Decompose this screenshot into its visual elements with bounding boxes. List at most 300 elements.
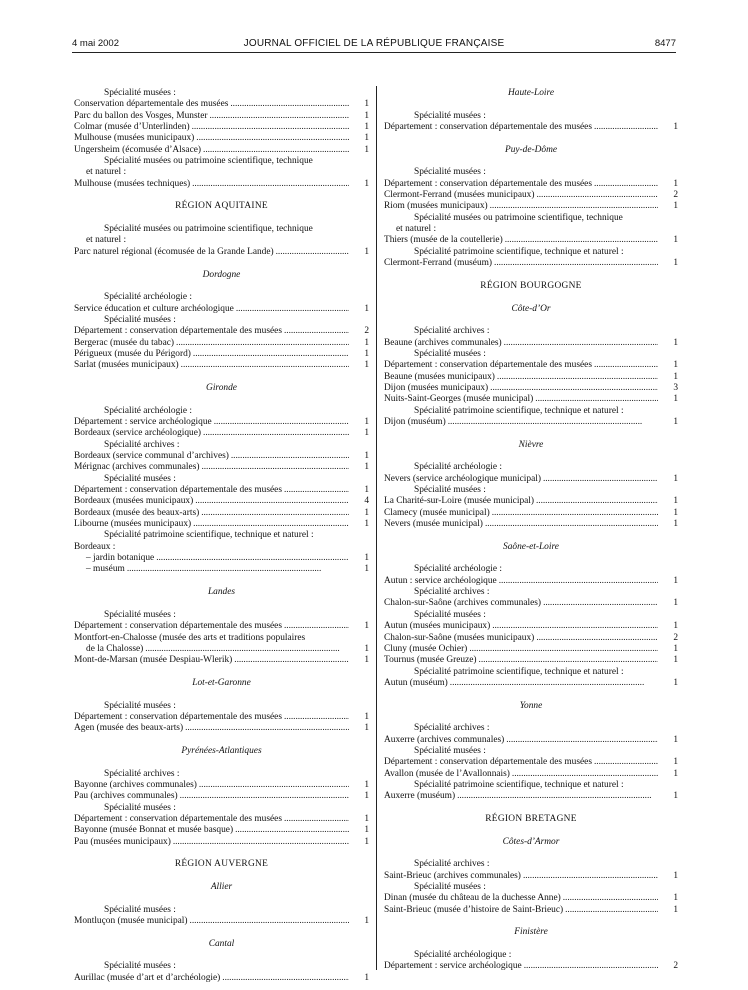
entry-count: 1 — [673, 575, 678, 586]
dot-leader — [448, 417, 658, 428]
entry-count: 1 — [673, 677, 678, 688]
specialty-heading: Spécialité musées : — [104, 88, 176, 98]
list-item — [384, 893, 678, 904]
list-item — [384, 791, 678, 802]
dot-leader — [494, 258, 658, 269]
specialty-heading: Spécialité archives : — [414, 723, 490, 734]
entry-label: Bordeaux (service archéologique) — [74, 428, 202, 439]
entry-label: Département : conservation départementale des musées — [74, 326, 282, 337]
specialty-heading: Spécialité musées ou patrimoine scientifique, technique — [104, 224, 313, 235]
specialty-heading: Spécialité musées : — [414, 745, 486, 756]
page-header — [72, 38, 676, 53]
entry-count: 1 — [673, 394, 678, 405]
entry-count: 1 — [364, 144, 369, 155]
entry-count: 1 — [364, 814, 369, 824]
specialty-heading: Spécialité patrimoine scientifique, technique et naturel : — [414, 405, 624, 416]
entry-label: Aurillac (musée d’art et d’archéologie) — [74, 972, 221, 983]
list-item — [74, 349, 369, 360]
specialty-heading: Spécialité musées : — [104, 473, 176, 484]
specialty-heading: Spécialité musées ou patrimoine scientifique, technique — [414, 212, 623, 223]
specialty-heading: Spécialité musées : — [104, 700, 176, 711]
dot-leader — [192, 122, 349, 133]
specialty-heading-continuation: et naturel : — [396, 224, 437, 235]
spacer — [74, 281, 369, 292]
dot-leader — [524, 961, 658, 972]
entry-label: Mulhouse (musées techniques) — [74, 178, 191, 189]
list-item — [74, 133, 369, 144]
entry-count: 1 — [364, 972, 369, 983]
list-item — [74, 519, 369, 530]
dot-leader — [203, 145, 349, 156]
list-item — [384, 871, 678, 882]
dot-leader — [201, 508, 349, 519]
spacer — [384, 689, 678, 700]
journal-title: JOURNAL OFFICIEL DE LA RÉPUBLIQUE FRANÇAISE — [243, 38, 505, 49]
entry-count: 1 — [673, 655, 678, 666]
department-heading: Saône-et-Loire — [503, 541, 559, 552]
spacer — [384, 99, 678, 110]
list-item — [384, 417, 678, 428]
entry-count: 1 — [364, 416, 369, 427]
department-heading: Cantal — [208, 938, 235, 949]
entry-label: Thiers (musée de la coutellerie) — [384, 235, 503, 246]
dot-leader — [210, 111, 350, 122]
list-item — [384, 655, 678, 666]
list-item — [74, 553, 369, 564]
dot-leader — [185, 723, 349, 734]
page-number: 8477 — [654, 38, 676, 49]
entry-count: 1 — [364, 779, 369, 790]
entry-label: Agen (musée des beaux-arts) — [74, 723, 184, 734]
specialty-heading: Spécialité archéologie : — [104, 405, 192, 416]
spacer — [384, 270, 678, 281]
entry-label: Cluny (musée Ochier) — [384, 643, 468, 654]
specialty-heading: Spécialité musées : — [104, 609, 176, 620]
list-item — [74, 712, 369, 723]
list-item — [74, 621, 369, 632]
specialty-heading: Spécialité musées : — [104, 802, 176, 813]
entry-label: Mont-de-Marsan (musée Despiau-Wlerik) — [74, 655, 233, 666]
entry-count: 1 — [364, 133, 369, 144]
entry-label: Saint-Brieuc (archives communales) — [384, 870, 521, 881]
entry-count: 1 — [673, 893, 678, 904]
left-column — [74, 88, 369, 984]
entry-count: 1 — [364, 122, 369, 133]
region-heading: RÉGION BOURGOGNE — [480, 280, 582, 291]
entry-count: 1 — [364, 916, 369, 927]
specialty-heading: Spécialité archéologie : — [104, 292, 192, 303]
entry-count: 1 — [673, 519, 678, 530]
specialty-heading-continuation: et naturel : — [86, 167, 127, 178]
list-item — [74, 247, 369, 258]
entry-label: Nevers (musée municipal) — [384, 519, 483, 530]
department-heading: Yonne — [519, 700, 543, 711]
specialty-heading: Spécialité musées : — [104, 961, 176, 972]
dot-leader — [176, 338, 349, 349]
entry-label: Dinan (musée du château de la duchesse Anne) — [384, 893, 561, 904]
spacer — [384, 428, 678, 439]
entry-count: 1 — [364, 246, 369, 257]
list-item — [384, 235, 678, 246]
department-heading: Finistère — [514, 927, 548, 938]
entry-count: 1 — [673, 122, 678, 133]
spacer — [74, 848, 369, 859]
list-item — [74, 145, 369, 156]
entry-label: Périgueux (musée du Périgord) — [74, 348, 191, 359]
spacer — [74, 927, 369, 938]
dot-leader — [235, 825, 349, 836]
entry-count: 1 — [364, 723, 369, 734]
entry-count: 1 — [364, 462, 369, 473]
list-item — [384, 905, 678, 916]
entry-label: Département : conservation départementale des musées — [384, 178, 592, 189]
spacer — [384, 451, 678, 462]
specialty-heading: Spécialité musées : — [414, 609, 486, 620]
entry-count: 1 — [364, 564, 369, 575]
list-item — [384, 519, 678, 530]
department-heading: Puy-de-Dôme — [504, 144, 558, 155]
list-item — [384, 576, 678, 587]
spacer — [74, 394, 369, 405]
spacer — [74, 576, 369, 587]
entry-count: 1 — [673, 791, 678, 802]
entry-label: Mérignac (archives communales) — [74, 462, 200, 473]
entry-count: 1 — [673, 258, 678, 269]
dot-leader — [181, 360, 349, 371]
list-item — [74, 451, 369, 462]
spacer — [384, 939, 678, 950]
entry-count: 1 — [364, 451, 369, 461]
entry-label: Avallon (musée de l’Avallonnais) — [384, 768, 510, 779]
list-item — [74, 780, 369, 791]
list-item — [74, 814, 369, 825]
entry-count: 1 — [364, 99, 369, 110]
dot-leader — [236, 304, 349, 315]
spacer — [74, 735, 369, 746]
spacer — [74, 598, 369, 609]
region-heading: RÉGION AQUITAINE — [175, 201, 268, 212]
dot-leader — [145, 644, 349, 655]
entry-label: Chalon-sur-Saône (musées municipaux) — [384, 632, 535, 643]
specialty-heading: Spécialité patrimoine scientifique, technique et naturel : — [414, 246, 624, 257]
entry-label: Beaune (musées municipaux) — [384, 371, 495, 382]
list-item — [384, 383, 678, 394]
dot-leader — [284, 621, 349, 632]
entry-label: Département : conservation départementale des musées — [74, 621, 282, 632]
entry-count: 1 — [673, 507, 678, 518]
list-item — [74, 360, 369, 371]
dot-leader — [284, 326, 349, 337]
list-item — [384, 394, 678, 405]
entry-label: Sarlat (musées municipaux) — [74, 360, 179, 371]
region-heading: RÉGION AUVERGNE — [174, 859, 269, 870]
list-item — [384, 474, 678, 485]
dot-leader — [190, 916, 349, 927]
entry-count: 3 — [673, 382, 678, 393]
dot-leader — [234, 655, 349, 666]
dot-leader — [231, 451, 349, 462]
list-item — [74, 122, 369, 133]
entry-label: Montluçon (musée municipal) — [74, 916, 188, 927]
dot-leader — [276, 247, 349, 258]
entry-label: Auxerre (archives communales) — [384, 734, 505, 745]
entry-label: Dijon (muséum) — [384, 416, 446, 427]
list-item — [384, 338, 678, 349]
dot-leader — [469, 644, 658, 655]
entry-count: 2 — [364, 326, 369, 337]
entry-label: Saint-Brieuc (musée d’histoire de Saint-Brieuc) — [384, 904, 564, 915]
specialty-heading: Spécialité musées : — [414, 882, 486, 893]
dot-leader — [492, 621, 658, 632]
spacer — [74, 689, 369, 700]
list-item — [74, 304, 369, 315]
entry-count: 1 — [364, 110, 369, 121]
spacer — [384, 133, 678, 144]
list-item — [74, 417, 369, 428]
entry-count: 1 — [364, 337, 369, 348]
list-item — [74, 644, 369, 655]
entry-count: 1 — [673, 178, 678, 189]
list-item — [74, 99, 369, 110]
dot-leader — [565, 905, 658, 916]
entry-label: Clamecy (musée municipal) — [384, 507, 490, 518]
dot-leader — [230, 99, 349, 110]
list-item — [384, 678, 678, 689]
specialty-heading: Spécialité archives : — [414, 326, 490, 337]
dot-leader — [284, 814, 349, 825]
spacer — [74, 893, 369, 904]
entry-label: Clermont-Ferrand (musées municipaux) — [384, 190, 535, 201]
spacer — [74, 757, 369, 768]
list-item — [74, 825, 369, 836]
specialty-heading: Spécialité patrimoine scientifique, technique et naturel : — [414, 779, 624, 790]
entry-count: 1 — [364, 303, 369, 314]
spacer — [74, 950, 369, 961]
list-item — [384, 598, 678, 609]
spacer — [384, 916, 678, 927]
entry-count: 1 — [673, 235, 678, 246]
specialty-heading: Spécialité patrimoine scientifique, technique et naturel : — [104, 530, 314, 541]
list-item — [74, 837, 369, 848]
list-item — [384, 621, 678, 632]
column-divider — [376, 86, 377, 970]
dot-leader — [196, 133, 349, 144]
entry-label: de la Chalosse) — [86, 643, 144, 654]
entry-count: 1 — [364, 553, 369, 564]
dot-leader — [594, 757, 658, 768]
department-heading: Nièvre — [518, 439, 544, 450]
entry-label: Chalon-sur-Saône (archives communales) — [384, 598, 542, 609]
entry-label: Colmar (musée d’Unterlinden) — [74, 122, 190, 133]
list-item — [74, 916, 369, 927]
dot-leader — [490, 383, 658, 394]
dot-leader — [536, 496, 658, 507]
dot-leader — [563, 893, 658, 904]
entry-count: 1 — [364, 360, 369, 371]
specialty-heading: Spécialité archives : — [104, 768, 180, 779]
entry-label: Bayonne (archives communales) — [74, 779, 197, 790]
department-heading: Landes — [207, 587, 236, 598]
entry-label: Département : conservation départementale des musées — [74, 814, 282, 824]
dot-leader — [594, 179, 658, 190]
entry-count: 1 — [673, 643, 678, 654]
department-heading: Allier — [210, 882, 233, 893]
department-heading: Haute-Loire — [507, 88, 554, 98]
dot-leader — [222, 973, 349, 984]
entry-count: 1 — [364, 643, 369, 654]
entry-count: 1 — [673, 768, 678, 779]
dot-leader — [523, 871, 658, 882]
dot-leader — [499, 576, 658, 587]
entry-count: 1 — [364, 428, 369, 439]
specialty-heading: Spécialité musées : — [104, 314, 176, 325]
entry-label: Libourne (musées municipaux) — [74, 519, 192, 530]
specialty-heading: Spécialité archéologie : — [414, 564, 502, 575]
list-item — [384, 122, 678, 133]
spacer — [74, 667, 369, 678]
list-item — [384, 961, 678, 972]
entry-label: Autun (musées municipaux) — [384, 621, 491, 632]
specialty-heading: Spécialité archives : — [414, 859, 490, 870]
entry-label: Tournus (musée Greuze) — [384, 655, 477, 666]
dot-leader — [180, 791, 349, 802]
dot-leader — [173, 837, 349, 848]
list-item — [384, 360, 678, 371]
entry-label: Département : conservation départementale des musées — [384, 360, 592, 371]
entry-label: Clermont-Ferrand (muséum) — [384, 258, 493, 269]
entry-label: – muséum — [86, 564, 125, 575]
entry-label: Conservation départementale des musées — [74, 99, 229, 110]
dot-leader — [214, 417, 349, 428]
specialty-heading: Spécialité musées ou patrimoine scientifique, technique — [104, 156, 313, 167]
entry-label: Nuits-Saint-Georges (musée municipal) — [384, 394, 534, 405]
specialty-heading: Spécialité musées : — [104, 904, 176, 915]
list-item — [384, 258, 678, 269]
dot-leader — [535, 394, 658, 405]
spacer — [384, 315, 678, 326]
entry-text: Bordeaux : — [74, 541, 116, 552]
dot-leader — [193, 349, 349, 360]
dot-leader — [504, 338, 658, 349]
dot-leader — [192, 179, 349, 190]
entry-count: 2 — [673, 190, 678, 201]
spacer — [74, 871, 369, 882]
spacer — [74, 213, 369, 224]
entry-label: Pau (archives communales) — [74, 791, 178, 802]
dot-leader — [284, 712, 349, 723]
entry-text: Montfort-en-Chalosse (musée des arts et traditions populaires — [74, 632, 306, 643]
dot-leader — [536, 633, 658, 644]
list-item — [74, 564, 369, 575]
entry-label: Bordeaux (service communal d’archives) — [74, 451, 229, 461]
list-item — [384, 757, 678, 768]
list-item — [384, 769, 678, 780]
department-heading: Côte-d’Or — [511, 303, 551, 314]
spacer — [74, 258, 369, 269]
list-item — [74, 338, 369, 349]
entry-count: 1 — [364, 519, 369, 530]
spacer — [384, 156, 678, 167]
list-item — [74, 485, 369, 496]
list-item — [74, 508, 369, 519]
list-item — [74, 111, 369, 122]
list-item — [384, 190, 678, 201]
spacer — [384, 848, 678, 859]
spacer — [384, 553, 678, 564]
list-item — [384, 735, 678, 746]
department-heading: Pyrénées-Atlantiques — [181, 745, 262, 756]
entry-label: La Charité-sur-Loire (musée municipal) — [384, 496, 535, 507]
entry-count: 2 — [673, 961, 678, 972]
entry-label: Mulhouse (musées municipaux) — [74, 133, 195, 144]
entry-count: 1 — [673, 734, 678, 745]
dot-leader — [203, 428, 349, 439]
specialty-heading: Spécialité musées : — [414, 348, 486, 359]
dot-leader — [450, 678, 658, 689]
entry-count: 1 — [673, 870, 678, 881]
list-item — [384, 201, 678, 212]
dot-leader — [506, 735, 658, 746]
entry-count: 1 — [673, 496, 678, 507]
dot-leader — [479, 655, 658, 666]
spacer — [384, 825, 678, 836]
list-item — [74, 326, 369, 337]
entry-label: Département : conservation départementale des musées — [384, 122, 592, 133]
entry-label: Nevers (service archéologique municipal) — [384, 473, 541, 484]
entry-count: 1 — [673, 904, 678, 915]
dot-leader — [505, 235, 658, 246]
entry-label: Département : service archéologique — [74, 416, 212, 427]
entry-count: 1 — [673, 473, 678, 484]
list-item — [74, 723, 369, 734]
issue-date: 4 mai 2002 — [72, 38, 120, 49]
entry-label: Ungersheim (écomusée d’Alsace) — [74, 144, 202, 155]
specialty-heading: Spécialité musées : — [414, 485, 486, 496]
list-item — [384, 179, 678, 190]
right-column — [384, 88, 678, 973]
entry-count: 1 — [673, 371, 678, 382]
entry-count: 1 — [673, 416, 678, 427]
entry-count: 1 — [364, 348, 369, 359]
dot-leader — [536, 190, 658, 201]
entry-count: 1 — [673, 598, 678, 609]
dot-leader — [492, 508, 658, 519]
entry-label: Bordeaux (musées municipaux) — [74, 496, 194, 507]
specialty-heading: Spécialité musées : — [414, 110, 486, 121]
list-item — [384, 372, 678, 383]
dot-leader — [543, 474, 658, 485]
list-item — [74, 179, 369, 190]
list-item — [384, 644, 678, 655]
entry-count: 2 — [673, 632, 678, 643]
list-item — [74, 655, 369, 666]
list-item — [74, 496, 369, 507]
dot-leader — [156, 553, 349, 564]
specialty-heading: Spécialité archéologique : — [414, 950, 512, 961]
entry-count: 1 — [673, 337, 678, 348]
dot-leader — [193, 519, 349, 530]
entry-count: 1 — [673, 757, 678, 768]
list-item — [74, 428, 369, 439]
entry-label: Bayonne (musée Bonnat et musée basque) — [74, 825, 234, 836]
specialty-heading: Spécialité musées : — [414, 167, 486, 178]
entry-label: Pau (musées municipaux) — [74, 836, 171, 847]
entry-count: 1 — [673, 621, 678, 632]
dot-leader — [284, 485, 349, 496]
entry-count: 1 — [364, 711, 369, 722]
entry-label: Bordeaux (musée des beaux-arts) — [74, 507, 200, 518]
entry-label: Autun : service archéologique — [384, 575, 497, 586]
